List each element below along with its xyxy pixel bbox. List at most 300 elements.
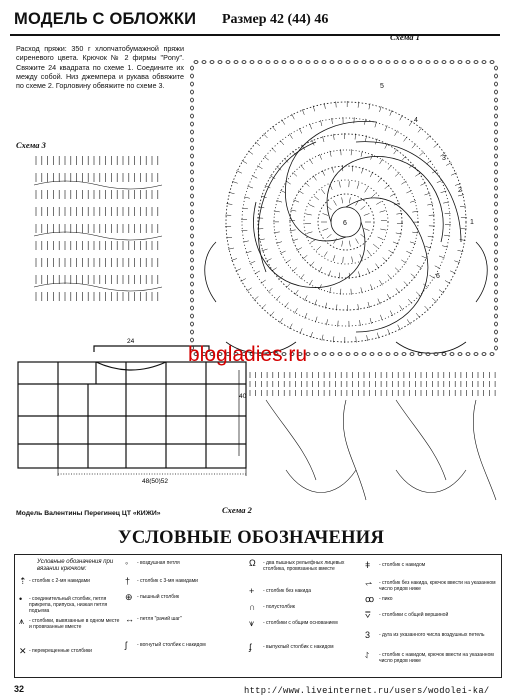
chain-stitch-icon: [482, 353, 486, 356]
chain-stitch-icon: [338, 61, 342, 64]
chain-stitch-icon: [442, 61, 446, 64]
chain-stitch-icon: [362, 61, 366, 64]
chain-stitch-icon: [330, 353, 334, 356]
stitch-mark: [352, 257, 353, 263]
stitch-mark: [450, 271, 455, 274]
stitch-mark: [274, 232, 280, 233]
chain-stitch-icon: [378, 61, 382, 64]
stitch-mark: [437, 180, 443, 182]
stitch-mark: [427, 204, 433, 205]
stitch-mark: [412, 211, 418, 212]
stitch-mark: [306, 214, 312, 215]
center-number: 6: [343, 220, 347, 227]
chain-stitch-icon: [495, 186, 498, 190]
legend-symbol-icon: ⩚: [19, 616, 25, 626]
stitch-mark: [313, 175, 316, 180]
chain-stitch-icon: [346, 61, 350, 64]
stitch-mark: [355, 134, 356, 140]
scheme3-label: Схема 3: [16, 140, 46, 150]
ring-label-3: 3: [442, 155, 446, 162]
edge-number: 6: [436, 273, 440, 280]
stitch-mark: [402, 156, 406, 160]
stitch-mark: [327, 234, 332, 238]
chain-stitch-icon: [274, 61, 278, 64]
legend-item-text: - столбик с накидом: [379, 562, 426, 568]
stitch-mark: [250, 261, 256, 263]
dim-side: 40: [239, 393, 247, 400]
chain-stitch-icon: [191, 170, 194, 174]
stitch-mark: [361, 287, 362, 293]
legend-item-text: - перекрещенные столбики: [29, 648, 92, 654]
stitch-mark: [376, 201, 381, 204]
chain-stitch-icon: [450, 353, 454, 356]
chain-stitch-icon: [338, 353, 342, 356]
chain-stitch-icon: [191, 242, 194, 246]
legend-symbol-icon: 3: [365, 630, 371, 640]
stitch-mark: [388, 274, 392, 279]
legend-item-text: - два пышных рельефных лицевых столбика, провязанных вместе: [263, 560, 345, 572]
chain-stitch-icon: [191, 146, 194, 150]
stitch-mark: [334, 238, 337, 243]
stitch-mark: [378, 178, 382, 183]
legend-symbol-icon: ∩: [249, 602, 256, 612]
stitch-mark: [409, 121, 412, 126]
chain-stitch-icon: [495, 98, 498, 102]
stitch-mark: [330, 184, 332, 190]
chain-stitch-icon: [191, 266, 194, 270]
chain-stitch-icon: [490, 353, 494, 356]
stitch-mark: [367, 335, 368, 341]
legend-item-text: - столбик с 2-мя накидами: [29, 578, 90, 584]
chain-stitch-icon: [191, 186, 194, 190]
stitch-mark: [358, 304, 359, 310]
chain-stitch-icon: [450, 61, 454, 64]
stitch-mark: [375, 264, 378, 269]
watermark: blogladies.ru: [188, 343, 308, 366]
stitch-mark: [242, 160, 247, 163]
chain-stitch-icon: [402, 61, 406, 64]
stitch-mark: [404, 282, 408, 286]
stitch-mark: [263, 134, 267, 138]
stitch-mark: [321, 189, 325, 194]
legend-symbol-icon: ⩢: [365, 610, 371, 620]
legend-item-text: - столбик без накида, крючок ввести на указанном число рядов ниже: [379, 580, 496, 592]
stitch-mark: [310, 159, 313, 164]
chain-stitch-icon: [191, 162, 194, 166]
chain-stitch-icon: [490, 61, 494, 64]
legend-title: УСЛОВНЫЕ ОБОЗНАЧЕНИЯ: [118, 528, 385, 548]
legend-symbol-icon: ꝏ: [365, 594, 375, 604]
stitch-mark: [349, 197, 350, 203]
chain-stitch-icon: [191, 218, 194, 222]
stitch-mark: [333, 134, 334, 140]
chain-stitch-icon: [495, 154, 498, 158]
chain-stitch-icon: [495, 314, 498, 318]
stitch-mark: [401, 260, 406, 263]
chain-stitch-icon: [258, 61, 262, 64]
stitch-mark: [430, 275, 435, 278]
ring-label-4: 4: [414, 117, 418, 124]
stitch-mark: [241, 279, 246, 282]
legend-item-text: - воздушная петля: [137, 560, 180, 566]
legend-symbol-icon: ʄ: [249, 642, 252, 652]
chain-stitch-icon: [298, 61, 302, 64]
stitch-mark: [286, 283, 290, 287]
chain-stitch-icon: [495, 194, 498, 198]
stitch-mark: [280, 190, 285, 193]
stitch-mark: [426, 161, 431, 165]
stitch-mark: [410, 201, 416, 203]
legend-symbol-icon: ✕: [19, 646, 27, 656]
legend-item-text: - столбики, вывязанные в одном месте и провязанные вместе: [29, 618, 120, 630]
chain-stitch-icon: [495, 322, 498, 326]
stitch-mark: [334, 200, 337, 205]
chain-stitch-icon: [495, 266, 498, 270]
chain-stitch-icon: [191, 322, 194, 326]
chain-stitch-icon: [495, 250, 498, 254]
stitch-mark: [322, 170, 325, 175]
stitch-mark: [380, 211, 386, 213]
stitch-mark: [455, 184, 461, 186]
stitch-mark: [458, 195, 464, 196]
stitch-mark: [360, 320, 361, 326]
chain-stitch-icon: [202, 61, 206, 64]
stitch-mark: [285, 303, 288, 308]
legend-symbol-icon: ⇡: [19, 576, 27, 586]
scheme2-diagram: [246, 370, 502, 520]
ring-label-2: 2: [458, 187, 462, 194]
stitch-mark: [262, 304, 266, 308]
stitch-mark: [342, 241, 343, 247]
stitch-mark: [411, 274, 416, 278]
scheme2-label: Схема 2: [222, 505, 252, 515]
stitch-mark: [373, 244, 378, 248]
chain-stitch-icon: [370, 61, 374, 64]
legend-symbol-icon: ⊕: [125, 592, 133, 602]
stitch-mark: [406, 251, 411, 254]
stitch-mark: [395, 268, 399, 272]
stitch-mark: [257, 166, 262, 169]
stitch-mark: [349, 241, 350, 247]
chain-stitch-icon: [191, 66, 194, 70]
chain-stitch-icon: [191, 154, 194, 158]
stitch-mark: [377, 333, 379, 339]
stitch-mark: [270, 312, 274, 317]
chain-stitch-icon: [495, 114, 498, 118]
legend-symbol-icon: +: [249, 586, 255, 596]
chain-stitch-icon: [266, 61, 270, 64]
chain-stitch-icon: [495, 178, 498, 182]
stitch-mark: [389, 250, 394, 253]
stitch-mark: [272, 268, 277, 271]
chain-stitch-icon: [495, 170, 498, 174]
stitch-mark: [361, 151, 362, 157]
stitch-mark: [339, 182, 340, 188]
stitch-mark: [298, 191, 303, 194]
stitch-mark: [332, 118, 333, 124]
legend-item-text: - столбики с общей вершиной: [379, 612, 449, 618]
chain-stitch-icon: [194, 61, 198, 64]
legend-item-text: - пышный столбик: [137, 594, 180, 600]
stitch-mark: [280, 318, 283, 323]
stitch-mark: [272, 148, 276, 152]
chain-stitch-icon: [466, 353, 470, 356]
stitch-mark: [395, 172, 399, 176]
stitch-mark: [400, 115, 403, 120]
stitch-mark: [336, 101, 337, 107]
stitch-mark: [385, 185, 390, 189]
chain-stitch-icon: [210, 61, 214, 64]
chain-stitch-icon: [495, 106, 498, 110]
stitch-mark: [365, 187, 368, 192]
chain-stitch-icon: [418, 61, 422, 64]
stitch-mark: [301, 165, 305, 170]
chain-stitch-icon: [314, 353, 318, 356]
stitch-mark: [292, 267, 296, 271]
chain-stitch-icon: [474, 353, 478, 356]
legend-item-text: - пико: [379, 596, 393, 602]
chain-stitch-icon: [495, 346, 498, 350]
chain-stitch-icon: [330, 61, 334, 64]
legend-symbol-icon: ʃ: [125, 640, 127, 650]
stitch-mark: [302, 109, 304, 115]
arc-row: [34, 181, 162, 189]
stitch-mark: [235, 269, 240, 271]
chain-stitch-icon: [191, 114, 194, 118]
stitch-mark: [326, 319, 327, 325]
stitch-mark: [315, 317, 317, 323]
scheme1-diagram: [186, 42, 506, 362]
chain-stitch-icon: [495, 82, 498, 86]
stitch-mark: [280, 251, 285, 254]
legend-intro: Условные обозначения при вязании крючком:: [37, 559, 114, 572]
stitch-mark: [274, 211, 280, 212]
stitch-mark: [408, 299, 412, 304]
stitch-mark: [420, 152, 424, 156]
legend-symbol-icon: ◦: [125, 558, 129, 568]
chain-stitch-icon: [474, 61, 478, 64]
chain-stitch-icon: [495, 162, 498, 166]
stitch-mark: [276, 296, 280, 300]
stitch-mark: [380, 315, 382, 321]
stitch-mark: [358, 102, 359, 108]
stitch-mark: [282, 120, 285, 125]
model-credit: Модель Валентины Перегинец ЦТ «КИЖИ»: [16, 510, 161, 517]
chain-stitch-icon: [191, 122, 194, 126]
stitch-mark: [417, 265, 422, 268]
stitch-mark: [261, 280, 266, 284]
stitch-mark: [297, 248, 302, 251]
legend-symbol-icon: ⥋: [365, 578, 373, 588]
chain-stitch-icon: [495, 338, 498, 342]
chain-stitch-icon: [314, 61, 318, 64]
ring-label-1: 1: [470, 219, 474, 226]
chain-stitch-icon: [191, 314, 194, 318]
chain-stitch-icon: [458, 353, 462, 356]
stitch-mark: [255, 142, 259, 146]
stitch-mark: [390, 110, 392, 116]
stitch-mark: [361, 206, 366, 210]
legend-item-text: - столбик без накида: [263, 588, 311, 594]
stitch-mark: [415, 173, 420, 176]
chain-stitch-icon: [191, 74, 194, 78]
stitch-mark: [307, 232, 313, 234]
ring-label-5: 5: [380, 83, 384, 90]
stitch-mark: [439, 256, 445, 258]
chain-stitch-icon: [495, 218, 498, 222]
chain-stitch-icon: [290, 61, 294, 64]
stitch-mark: [266, 259, 271, 262]
stitch-mark: [342, 197, 343, 203]
chain-stitch-icon: [495, 330, 498, 334]
chain-stitch-icon: [442, 353, 446, 356]
stitch-mark: [380, 159, 383, 164]
chain-stitch-icon: [495, 90, 498, 94]
chain-stitch-icon: [234, 61, 238, 64]
stitch-mark: [255, 271, 260, 274]
legend-item-text: - соединительный столбик, петля прикрепа, припуска, низкая петля подъема: [29, 596, 108, 614]
chain-stitch-icon: [354, 61, 358, 64]
chain-stitch-icon: [495, 66, 498, 70]
legend-symbol-icon: †: [125, 576, 131, 586]
legend-symbol-icon: ⥌: [365, 650, 370, 660]
chain-stitch-icon: [495, 122, 498, 126]
stitch-mark: [399, 305, 402, 310]
chain-stitch-icon: [191, 194, 194, 198]
chain-stitch-icon: [191, 138, 194, 142]
stitch-mark: [289, 134, 292, 139]
stitch-mark: [323, 213, 329, 215]
stitch-mark: [432, 170, 437, 173]
description-text: Расход пряжи: 350 г хлопчатобумажной пряжи сиреневого цвета. Крючок № 2 фирмы "Pony". Свяжите 24 квадрата по схеме 1. Соедините их между собой. Низ джемпера и рукава обвяжите по схеме 2. Горловину обвяжите по схеме 3.: [16, 44, 184, 91]
stitch-mark: [292, 114, 295, 119]
stitch-mark: [254, 296, 259, 300]
scheme1-label: Схема 1: [390, 32, 420, 42]
stitch-mark: [378, 299, 380, 305]
chain-stitch-icon: [394, 61, 398, 64]
source-url: http://www.liveinternet.ru/users/wodolei-ka/: [244, 686, 490, 696]
legend-item-text: - столбики с общим основанием: [263, 620, 338, 626]
stitch-mark: [236, 171, 241, 174]
chain-stitch-icon: [250, 61, 254, 64]
legend-item-text: - вогнутый столбик с накидом: [137, 642, 206, 648]
chain-stitch-icon: [410, 353, 414, 356]
stitch-mark: [410, 242, 416, 244]
stitch-mark: [319, 267, 322, 272]
stitch-mark: [379, 280, 382, 285]
chain-stitch-icon: [495, 138, 498, 142]
stitch-mark: [395, 130, 398, 135]
chain-stitch-icon: [191, 130, 194, 134]
stitch-mark: [247, 186, 253, 188]
stitch-mark: [314, 196, 319, 200]
stitch-mark: [435, 266, 440, 269]
chain-stitch-icon: [242, 61, 246, 64]
chain-stitch-icon: [191, 290, 194, 294]
stitch-mark: [416, 292, 420, 296]
dim-top: 24: [127, 338, 135, 345]
chain-stitch-icon: [191, 90, 194, 94]
stitch-mark: [332, 167, 333, 173]
stitch-mark: [368, 302, 370, 308]
chain-stitch-icon: [191, 202, 194, 206]
stitch-mark: [316, 246, 320, 250]
stitch-mark: [259, 239, 265, 240]
chain-stitch-icon: [191, 274, 194, 278]
stitch-mark: [383, 257, 387, 261]
stitch-mark: [460, 206, 466, 207]
chain-stitch-icon: [191, 306, 194, 310]
legend-symbol-icon: ǂ: [365, 560, 371, 570]
legend-item-text: - выпуклый столбик с накидом: [263, 644, 334, 650]
stitch-mark: [370, 318, 371, 324]
stitch-mark: [367, 250, 371, 255]
stitch-mark: [320, 120, 321, 126]
chain-stitch-icon: [346, 353, 350, 356]
stitch-mark: [396, 288, 400, 293]
stitch-mark: [378, 237, 383, 240]
stitch-mark: [322, 335, 323, 341]
chain-stitch-icon: [191, 82, 194, 86]
stitch-mark: [424, 193, 430, 195]
chain-stitch-icon: [191, 234, 194, 238]
stitch-mark: [247, 288, 252, 291]
chain-stitch-icon: [495, 234, 498, 238]
legend-symbol-icon: •: [19, 594, 23, 604]
chain-stitch-icon: [378, 353, 382, 356]
chain-stitch-icon: [434, 61, 438, 64]
stitch-mark: [286, 260, 291, 263]
size-label: Размер 42 (44) 46: [222, 12, 329, 27]
stitch-mark: [286, 181, 291, 184]
chain-stitch-icon: [191, 210, 194, 214]
stitch-mark: [305, 182, 309, 186]
chain-stitch-icon: [495, 226, 498, 230]
stitch-mark: [404, 137, 407, 142]
legend-item-text: - столбик с 3-мя накидами: [137, 578, 198, 584]
legend-symbol-icon: ↔: [125, 614, 134, 624]
chain-stitch-icon: [495, 146, 498, 150]
legend-item-text: - столбик с накидом, крючок ввести на указанном число рядов ниже: [379, 652, 494, 664]
chain-stitch-icon: [191, 250, 194, 254]
scheme3-diagram: [32, 150, 164, 310]
stitch-mark: [418, 128, 422, 133]
stitch-mark: [295, 308, 298, 313]
stitch-mark: [406, 190, 411, 193]
stitch-mark: [231, 259, 237, 261]
page-title: МОДЕЛЬ С ОБЛОЖКИ: [14, 10, 197, 28]
arc-row: [34, 283, 162, 291]
stitch-mark: [311, 332, 313, 338]
stitch-mark: [371, 194, 375, 198]
stitch-mark: [380, 229, 386, 230]
chain-stitch-icon: [495, 290, 498, 294]
chain-stitch-icon: [191, 298, 194, 302]
legend-item-text: - полустолбик: [263, 604, 295, 610]
stitch-mark: [324, 252, 327, 257]
stitch-mark: [357, 183, 359, 189]
legend-symbol-icon: Ω: [249, 558, 256, 568]
stitch-mark: [310, 262, 314, 267]
stitch-mark: [446, 163, 451, 166]
chain-stitch-icon: [394, 353, 398, 356]
stitch-mark: [364, 213, 370, 215]
stitch-mark: [364, 228, 370, 230]
stitch-mark: [370, 172, 373, 177]
legend-box: [14, 554, 502, 678]
stitch-mark: [420, 183, 425, 186]
chain-stitch-icon: [495, 298, 498, 302]
